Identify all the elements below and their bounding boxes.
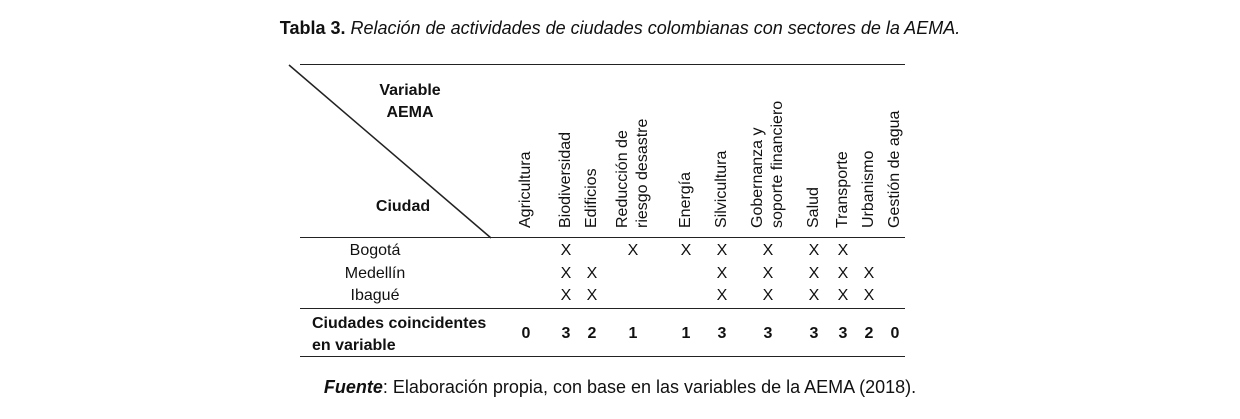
column-header-line1: Transporte	[834, 151, 851, 228]
total-value: 3	[561, 325, 571, 342]
table-caption-label: Tabla 3.	[279, 18, 346, 38]
column-header-line1: Gobernanza y	[749, 127, 766, 228]
header-ciudad-label: Ciudad	[375, 198, 431, 215]
column-header-text	[833, 151, 853, 228]
column-header-line1: Salud	[805, 187, 822, 228]
column-header-text	[885, 111, 905, 228]
total-value: 0	[521, 325, 531, 342]
total-value: 1	[628, 325, 638, 342]
column-header-line1: Reducción de	[614, 130, 631, 228]
totals-label-line1: Ciudades coincidentes	[312, 315, 487, 332]
column-header-text	[516, 152, 536, 228]
city-name: Medellín	[344, 265, 406, 282]
source-text: : Elaboración propia, con base en las variables de la AEMA (2018).	[382, 377, 917, 397]
column-header-line1: Agricultura	[517, 151, 534, 228]
cell-mark: X	[808, 242, 820, 259]
total-value: 3	[763, 325, 773, 342]
total-value: 2	[587, 325, 597, 342]
cell-mark: X	[716, 242, 728, 259]
column-header-line1: Biodiversidad	[557, 131, 574, 228]
column-header-line2: riesgo desastre	[634, 118, 651, 228]
cell-mark: X	[762, 265, 774, 282]
totals-label-line2: en variable	[312, 337, 396, 354]
cell-mark: X	[560, 287, 572, 304]
column-header-text	[676, 172, 696, 228]
cell-mark: X	[762, 287, 774, 304]
total-value: 3	[838, 325, 848, 342]
cell-mark: X	[586, 265, 598, 282]
total-value: 3	[809, 325, 819, 342]
cell-mark: X	[586, 287, 598, 304]
city-name: Bogotá	[349, 242, 401, 259]
column-header-line1: Edificios	[583, 168, 600, 228]
source-label: Fuente	[323, 377, 383, 397]
body-bottom-rule	[300, 308, 905, 309]
column-header-text	[556, 132, 576, 228]
cell-mark: X	[837, 265, 849, 282]
column-header-text	[613, 119, 653, 228]
column-header-line1: Silvicultura	[713, 150, 730, 228]
cell-mark: X	[808, 265, 820, 282]
total-value: 1	[681, 325, 691, 342]
cell-mark: X	[837, 287, 849, 304]
header-variable-line1: Variable	[379, 82, 441, 99]
column-header-text	[748, 101, 788, 228]
column-header-text	[804, 187, 824, 228]
column-header-line1: Gestión de agua	[886, 110, 903, 228]
city-name: Ibagué	[350, 287, 400, 304]
header-variable-label	[360, 80, 460, 124]
column-header-line1: Urbanismo	[860, 150, 877, 228]
table-caption	[0, 18, 1240, 39]
cell-mark: X	[863, 287, 875, 304]
cell-mark: X	[863, 265, 875, 282]
column-header-text	[712, 151, 732, 228]
cell-mark: X	[627, 242, 639, 259]
cell-mark: X	[716, 287, 728, 304]
total-value: 3	[717, 325, 727, 342]
total-value: 2	[864, 325, 874, 342]
column-header-line1: Energía	[677, 171, 694, 228]
header-variable-line2: AEMA	[386, 104, 434, 121]
cell-mark: X	[680, 242, 692, 259]
table-source	[0, 377, 1240, 398]
cell-mark: X	[837, 242, 849, 259]
cell-mark: X	[808, 287, 820, 304]
cell-mark: X	[716, 265, 728, 282]
cell-mark: X	[560, 242, 572, 259]
totals-label	[312, 313, 486, 357]
total-value: 0	[890, 325, 900, 342]
table-caption-text: Relación de actividades de ciudades colombianas con sectores de la AEMA.	[350, 18, 961, 38]
cell-mark: X	[560, 265, 572, 282]
column-header-line2: soporte financiero	[769, 100, 786, 228]
column-header-text	[859, 151, 879, 228]
column-header-text	[582, 168, 602, 228]
cell-mark: X	[762, 242, 774, 259]
